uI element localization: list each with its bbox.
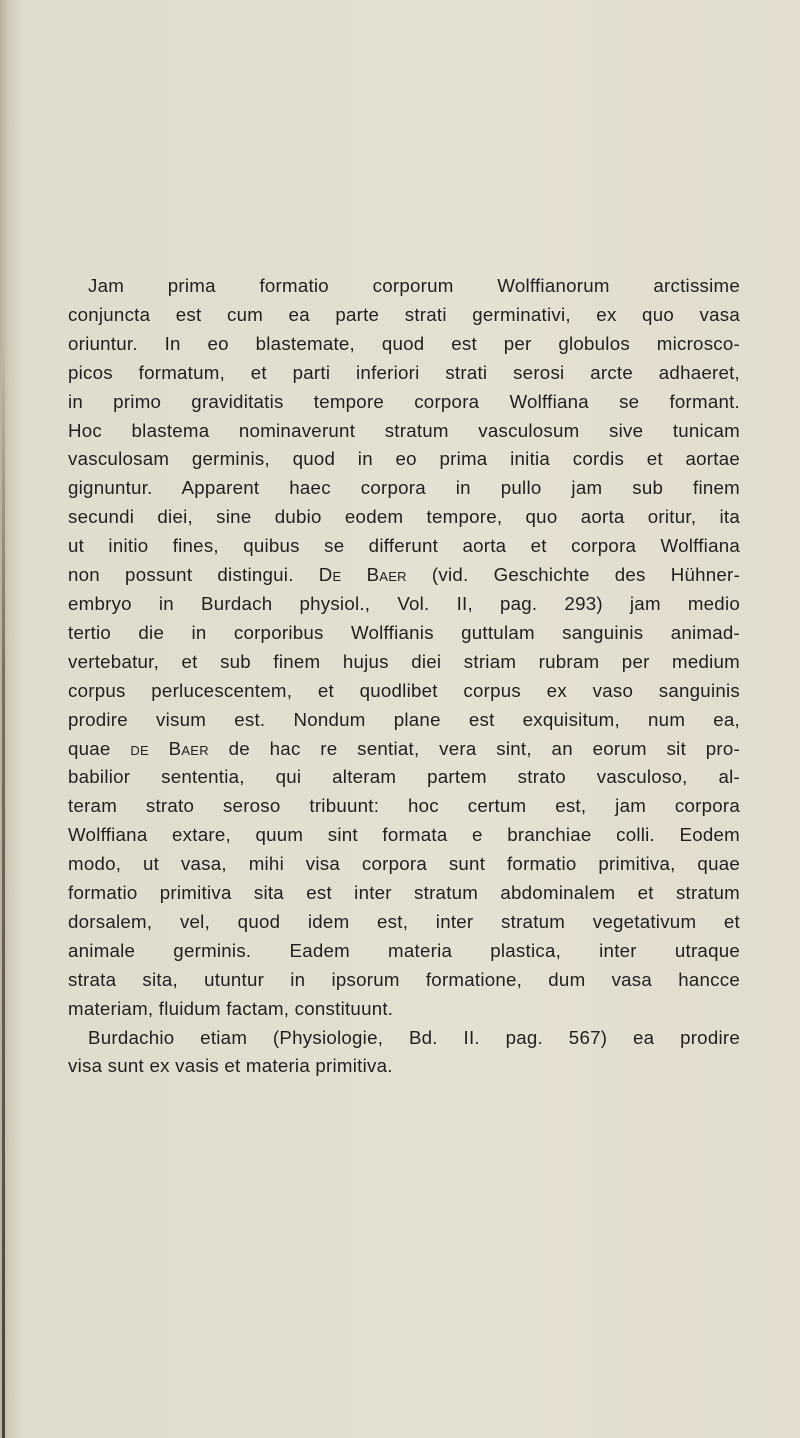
- text-line: conjuncta est cum ea parte strati germinativi, ex quo vasa: [68, 303, 740, 325]
- text-line: quae de Baer de hac re sentiat, vera sint, an eorum sit pro-: [68, 737, 741, 759]
- text-line: secundi diei, sine dubio eodem tempore, quo aorta oritur, ita: [68, 506, 740, 528]
- text-line: ut initio fines, quibus se differunt aorta et corpora Wolffiana: [68, 535, 740, 557]
- paragraph-1: [68, 272, 740, 1024]
- text-line: strata sita, utuntur in ipsorum formatione, dum vasa hancce: [68, 968, 740, 990]
- text-line: embryo in Burdach physiol., Vol. II, pag. 293) jam medio: [68, 592, 740, 614]
- text-line: Jam prima formatio corporum Wolffianorum arctissime: [88, 275, 740, 296]
- author-name-smallcaps: De Baer: [318, 564, 407, 586]
- text-line: vertebatur, et sub finem hujus diei striam rubram per medium: [68, 650, 740, 672]
- text-line: visa sunt ex vasis et materia primitiva.: [68, 1055, 393, 1077]
- text-line: vasculosam germinis, quod in eo prima initia cordis et aortae: [68, 448, 740, 470]
- paragraph-2: [68, 1024, 740, 1082]
- text-line: dorsalem, vel, quod idem est, inter stratum vegetativum et: [68, 910, 740, 932]
- text-line: teram strato seroso tribuunt: hoc certum est, jam corpora: [68, 795, 740, 817]
- text-line: oriuntur. In eo blastemate, quod est per globulos microsco-: [68, 332, 740, 354]
- text-line: gignuntur. Apparent haec corpora in pullo jam sub finem: [68, 477, 740, 499]
- text-line: Hoc blastema nominaverunt stratum vasculosum sive tunicam: [68, 419, 740, 441]
- text-line: materiam, fluidum factam, constituunt.: [68, 997, 394, 1019]
- page-gutter-shadow: [2, 340, 5, 1438]
- text-line: non possunt distingui. De Baer (vid. Geschichte des Hühner-: [68, 564, 740, 586]
- text-line: modo, ut vasa, mihi visa corpora sunt formatio primitiva, quae: [68, 853, 740, 875]
- text-line: animale germinis. Eadem materia plastica, inter utraque: [68, 939, 740, 961]
- text-line: formatio primitiva sita est inter stratum abdominalem et stratum: [68, 882, 740, 904]
- text-line: Burdachio etiam (Physiologie, Bd. II. pag. 567) ea prodire: [88, 1026, 740, 1048]
- text-line: tertio die in corporibus Wolffianis guttulam sanguinis animad-: [68, 621, 740, 643]
- text-line: babilior sententia, qui alteram partem strato vasculoso, al-: [68, 766, 740, 788]
- text-line: picos formatum, et parti inferiori strati serosi arcte adhaeret,: [68, 361, 740, 383]
- text-line: prodire visum est. Nondum plane est exquisitum, num ea,: [68, 708, 740, 730]
- text-line: Wolffiana extare, quum sint formata e branchiae colli. Eodem: [68, 824, 740, 846]
- author-name-smallcaps: de Baer: [130, 737, 209, 759]
- text-line: corpus perlucescentem, et quodlibet corpus ex vaso sanguinis: [68, 679, 740, 701]
- body-text: [68, 272, 740, 1081]
- text-line: in primo graviditatis tempore corpora Wolffiana se formant.: [68, 390, 740, 412]
